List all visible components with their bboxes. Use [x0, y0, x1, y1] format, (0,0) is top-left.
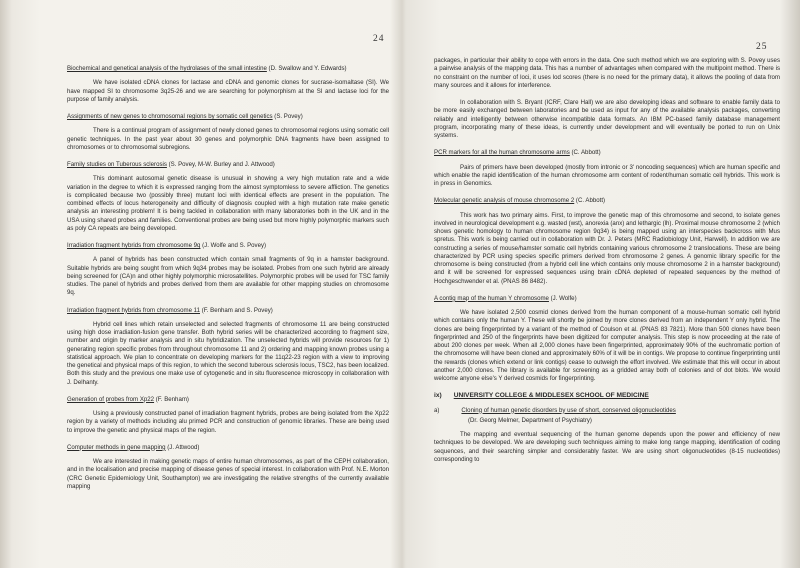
section-credit: (J. Wolfe and S. Povey): [200, 242, 267, 249]
paragraph: In collaboration with S. Bryant (ICRF, Clare Hall) we are also developing ideas and software to enable family data to be more easily exchanged between laboratories and be used as input for any of the available analysis packages, converting reliably and intelligently between otherwise incompatible data formats. An IBM PC-based family database management program, incorporating many of these ideas, is currently under development and will eventually be ported to run on Unix systems.: [434, 99, 780, 139]
section-heading: Family studies on Tuberous sclerosis: [67, 161, 167, 168]
section-body: We are interested in making genetic maps of entire human chromosomes, as part of the CEPH collaboration, and in the localisation and precise mapping of disease genes of special interest. In collaboration with Prof. N.E. Morton (CRC Genetic Epidemiology Unit, Southampton) we are investigating the relative strengths of the currently available mapping: [67, 458, 389, 490]
section-credit: (C. Abbott): [569, 149, 601, 157]
right-page: [410, 0, 782, 568]
left-page: [30, 0, 396, 568]
subsection-label: a): [434, 406, 440, 414]
section: [67, 444, 389, 491]
school-heading: [434, 392, 780, 400]
paragraph: packages, in particular their ability to cope with errors in the data. One such method which we are exploring with S. Povey uses a pairwise analysis of the mapping data. This has a number of advantages when compared with the multipoint method. There is no constraint on the number of loci, it uses lod scores (there is no need for the primary data), it allows the pooling of data from many sources and it allows for interference.: [434, 57, 780, 89]
right-page-content: [434, 57, 780, 464]
section: [434, 295, 780, 384]
section-credit: (J. Attwood): [165, 443, 200, 451]
section-heading: Irradiation fragment hybrids from chromosome 11: [67, 306, 200, 314]
section-body: This work has two primary aims. First, to improve the genetic map of this chromosome and second, to isolate genes involved in neurological development e.g. wasted (wst), anorexia (anx) and lethargic (lh). Proximal mouse chromosome 2 (which shows genetic homology to human chromosome region 9q34) is being mapped using an interspecies backcross with Mus spretus. This work is being carried out in collaboration with Dr. J. Peters (MRC Radiobiology Unit, Harwell). In addition we are constructing a series of mouse/hamster somatic cell hybrids containing various chromosome 2 translocations. These are being characterized by PCR using species specific primers derived from chromosome 2 genes. A genomic library specific for the chromosome is being constructed (from a hybrid cell line which contains only mouse chromosome 2 in a hamster background) and it will be screened for expressed sequences using brain cDNA depleted of repeated sequences by the method of Hochgeschwender et al. (PNAS 86 8482).: [434, 211, 780, 285]
left-page-content: [67, 65, 389, 500]
section-body: Pairs of primers have been developed (mostly from intronic or 3' noncoding sequences) which are human specific and which enable the rapid identification of the human chromosome arm content of rodent/human somatic cell hybrids. This work is in press in Genomics.: [434, 163, 780, 187]
section-credit: (F. Benham): [154, 395, 189, 403]
section-heading: PCR markers for all the human chromosome arms: [434, 149, 570, 157]
section: [67, 161, 389, 233]
subsection-title: Cloning of human genetic disorders by use of short, conserved oligonucleotides: [461, 406, 676, 414]
page-number: 25: [756, 42, 768, 52]
section-body: We have isolated 2,500 cosmid clones derived from the human component of a mouse-human somatic cell hybrid which contains only the human Y. These will shortly be joined by more clones derived from an independent Y only hybrid. The clones are being fingerprinted by a variant of the method of Coulson et al. (PNAS 83 7821). More than 500 clones have been fingerprinted and 250 of the fingerprints have been digitized for computer analysis. This step is now proceeding at the rate of about 200 clones per week. When all 2,000 clones have been fingerprinted, approximately 90% of the euchromatic portion of the chromosome will have been cloned and approximately 60% of it will be in contigs. We propose to continue fingerprinting until the rewards (clones which extend or link contigs) cease to outweigh the effort involved. We estimate that this will occur in about another 2,000 clones. The library is available for screening as a gridded array both of colonies and of dot blots. We would welcome anyone else's Y derived cosmids for fingerprinting.: [434, 309, 780, 382]
section-body: There is a continual program of assignment of newly cloned genes to chromosomal regions using somatic cell genetic techniques. In the past year about 30 genes and polymorphic DNA fragments have been assigned to chromosomes or to chromosomal subregions.: [67, 127, 389, 151]
section-credit: (S. Povey): [272, 113, 303, 120]
section-body: This dominant autosomal genetic disease is unusual in showing a very high mutation rate and a wide variation in the degree to which it is expressed ranging from the almost symptomless to severe affliction. The genetics is complicated because two (possibly three) mutant loci with identical effects are present in the population. The combined effects of locus heterogeneity and difficulty of diagnosis coupled with a high mutation rate make genetic analysis an interesting problem! It is being tackled in collaboration with many laboratories both in the UK and in the USA using shared probes and families. Conventional probes are being used but more highly polymorphic markers such as poly CA repeats are being developed.: [67, 175, 389, 232]
section-credit: (F. Benham and S. Povey): [200, 306, 273, 314]
section: [434, 149, 780, 188]
section: [67, 113, 389, 152]
section-body: We have isolated cDNA clones for lactase and cDNA and genomic clones for sucrase-isomaltase (SI). We have mapped SI to chromosome 3q25-26 and we are searching for polymorphism at the SI and lactase loci for the purpose of family analysis.: [67, 79, 389, 103]
section-heading: Assignments of new genes to chromosomal regions by somatic cell genetics: [67, 113, 273, 120]
section-heading: Irradiation fragment hybrids from chromosome 9q: [67, 242, 201, 249]
section-heading: Biochemical and genetical analysis of the hydrolases of the small intestine: [67, 65, 267, 72]
school-name: UNIVERSITY COLLEGE & MIDDLESEX SCHOOL OF MEDICINE: [453, 392, 649, 400]
section: [67, 307, 389, 387]
section-credit: (S. Povey, M-W. Burley and J. Attwood): [166, 161, 275, 168]
section: [67, 65, 389, 104]
section-body: Using a previously constructed panel of irradiation fragment hybrids, probes are being isolated from the Xp22 region by a variety of methods including alu primed PCR and construction of genomic libraries. These are being used to improve the genetic and physical maps of the region.: [67, 410, 389, 434]
page-number: 24: [373, 34, 385, 44]
section-heading: Computer methods in gene mapping: [67, 443, 166, 451]
section-body: Hybrid cell lines which retain unselected and selected fragments of chromosome 11 are being constructed using high dose irradiation-fusion gene transfer. Both hybrid series will be characterized according to fragment size, number and origin by marker analysis and in situ hybridization. The unselected hybrids will provide resources for 1) generating region specific probes from throughout chromosome 11 and 2) ordering and mapping known probes using a statistical approach. We plan to concentrate on developing markers for the 11q22-23 region with a view to improving the genetical and physical maps of this region, to which the second tuberous sclerosis locus, TSC2, has been localized. Both this study and the previous one make use of cytogenetic and in situ fluorescence microscopy in collaboration with J. Delhanty.: [67, 320, 389, 386]
section: [434, 197, 780, 286]
section-credit: (D. Swallow and Y. Edwards): [266, 65, 347, 72]
section-heading: Molecular genetic analysis of mouse chromosome 2: [434, 197, 575, 205]
paragraph: The mapping and eventual sequencing of the human genome depends upon the power and efficiency of new techniques to be developed. We are developing such techniques aiming to make long range mapping, identification of coding sequences, and their searching simpler and considerably faster. We are using short oligonucleotides (8-15 nucleotides) corresponding to: [434, 431, 780, 463]
school-number: ix): [434, 392, 442, 400]
subsection-credit: (Dr. Georg Melmer, Department of Psychiatry): [468, 416, 592, 424]
subsection-heading: [434, 407, 780, 415]
section: [67, 396, 389, 435]
section-credit: (C. Abbott): [574, 197, 606, 205]
section-credit: (J. Wolfe): [548, 294, 577, 302]
section-heading: A contig map of the human Y chromosome: [434, 294, 549, 302]
section-heading: Generation of probes from Xp22: [67, 395, 155, 403]
section: [67, 242, 389, 298]
section-body: A panel of hybrids has been constructed which contain small fragments of 9q in a hamster background. Suitable hybrids are being sought from which 9q34 probes may be isolated. Probes from one such hybrid are already being screened for (CA)n and other highly polymorphic microsatellites. Polymorphic probes will be used for TSC family studies. The panel of hybrids and probes derived from them are available for other mapping studies on chromosome 9q.: [67, 256, 389, 297]
